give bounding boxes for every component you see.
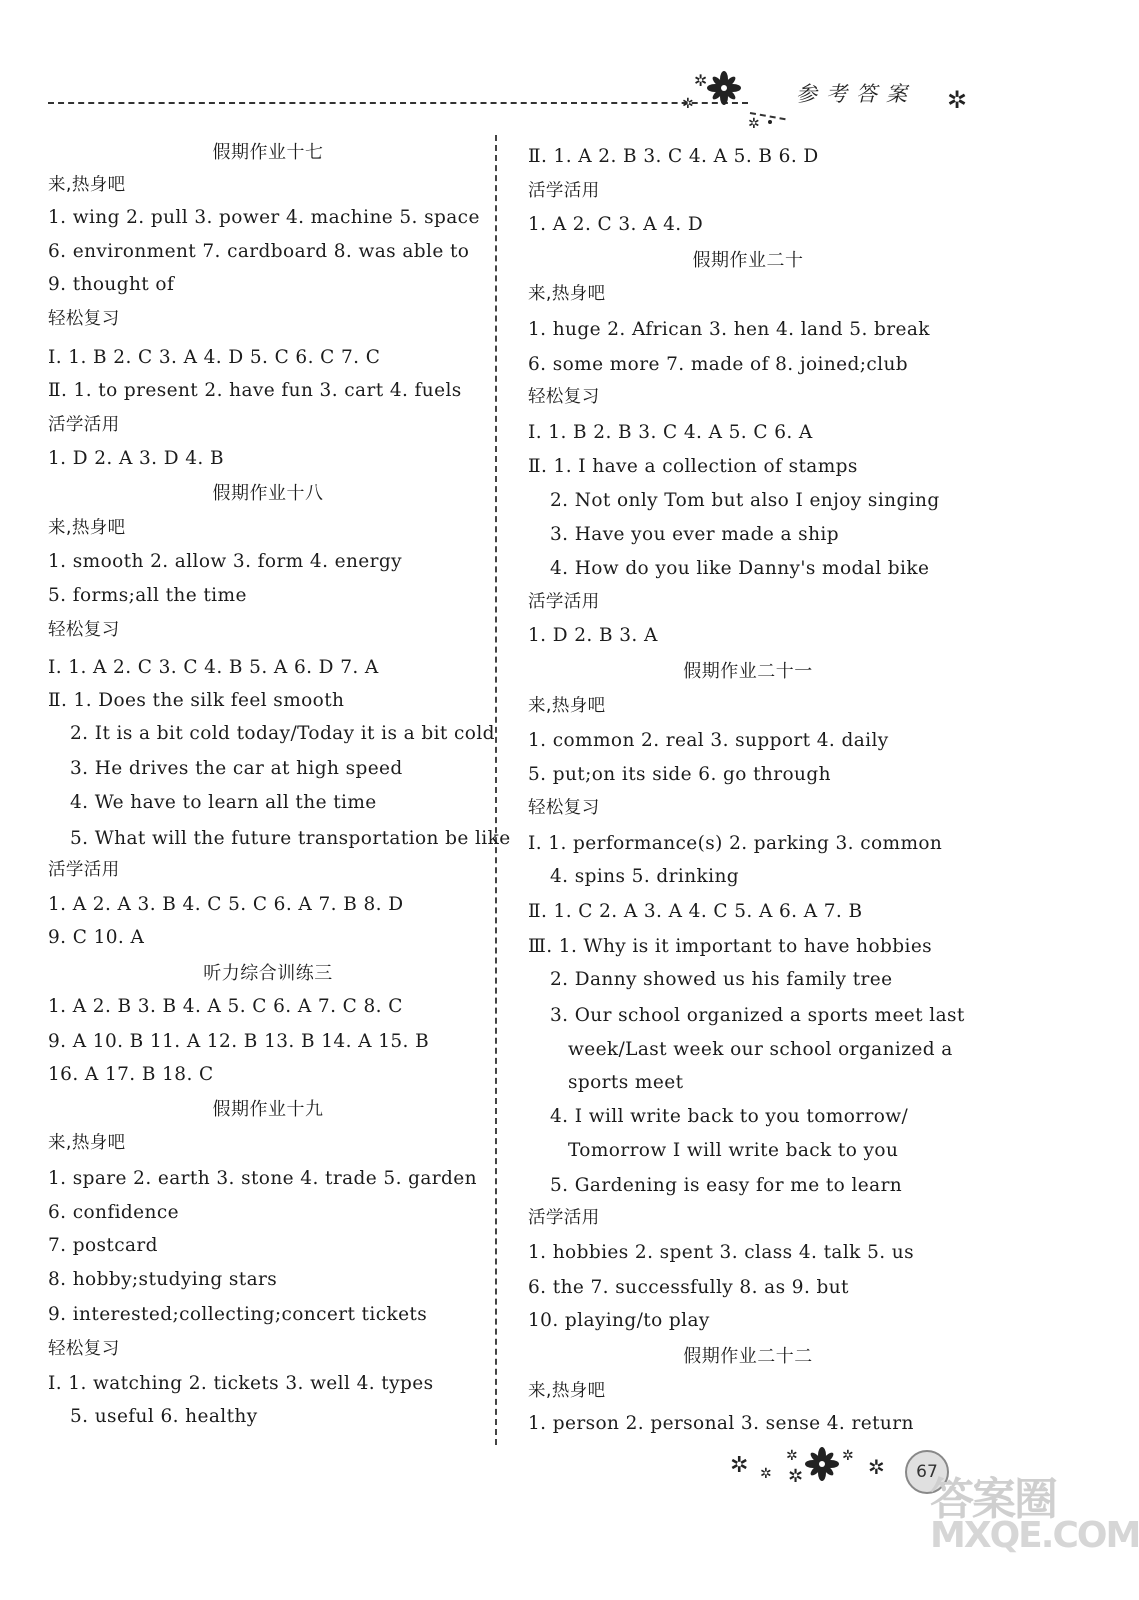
svg-text:✲: ✲ [730,1453,749,1478]
section-heading: 轻松复习 [48,309,120,329]
answer-line: 4. How do you like Danny's modal bike [550,558,930,579]
answer-line: Ⅲ. 1. Why is it important to have hobbies [528,936,933,957]
answer-line: Tomorrow I will write back to you [568,1140,899,1161]
flower-ornament-icon [676,66,756,116]
footer-flower-ornament-icon [730,1438,900,1488]
assignment-title: 假期作业十八 [212,483,324,504]
answer-line: 4. We have to learn all the time [70,792,377,813]
svg-text:✲: ✲ [842,1448,854,1464]
page-number: 67 [905,1450,949,1494]
answer-line: Ⅰ. 1. watching 2. tickets 3. well 4. types [48,1373,434,1394]
section-heading: 活学活用 [528,1208,600,1228]
assignment-title: 假期作业十七 [212,142,324,163]
star-ornament-icon [945,84,975,114]
answer-line: sports meet [568,1072,684,1093]
svg-text:✲: ✲ [788,1466,804,1487]
watermark-bottom: MXQE.COM [930,1515,1139,1556]
assignment-title: 假期作业二十二 [683,1346,813,1367]
answer-line: 1. spare 2. earth 3. stone 4. trade 5. garden [48,1168,477,1189]
svg-text:✲: ✲ [760,1466,772,1482]
section-heading: 活学活用 [528,592,600,612]
header-dashed-rule [48,102,748,104]
answer-line: 9. interested;collecting;concert tickets [48,1304,428,1325]
answer-line: 6. confidence [48,1202,179,1223]
answer-line: 5. put;on its side 6. go through [528,764,831,785]
answer-line: 1. person 2. personal 3. sense 4. return [528,1413,914,1434]
section-heading: 轻松复习 [528,387,600,407]
section-heading: 来,热身吧 [528,696,606,716]
answer-line: Ⅰ. 1. B 2. C 3. A 4. D 5. C 6. C 7. C [48,347,381,368]
svg-text:✲: ✲ [748,116,760,132]
answer-line: Ⅰ. 1. B 2. B 3. C 4. A 5. C 6. A [528,422,813,443]
svg-text:✲: ✲ [786,1448,798,1464]
answer-line: 1. A 2. B 3. B 4. A 5. C 6. A 7. C 8. C [48,996,403,1017]
answer-line: 16. A 17. B 18. C [48,1064,214,1085]
answer-line: 2. Danny showed us his family tree [550,969,893,990]
section-heading: 来,热身吧 [48,1133,126,1153]
assignment-title: 假期作业十九 [212,1099,324,1120]
answer-line: Ⅰ. 1. performance(s) 2. parking 3. common [528,833,943,854]
section-heading: 轻松复习 [48,620,120,640]
answer-line: 1. smooth 2. allow 3. form 4. energy [48,551,402,572]
answer-line: 6. some more 7. made of 8. joined;club [528,354,909,375]
svg-text:✲: ✲ [947,86,968,114]
assignment-title: 假期作业二十 [692,250,804,271]
column-divider [495,135,497,1445]
section-heading: 来,热身吧 [528,284,606,304]
answer-line: 1. D 2. A 3. D 4. B [48,448,224,469]
answer-line: 1. huge 2. African 3. hen 4. land 5. break [528,319,930,340]
section-heading: 轻松复习 [528,798,600,818]
answer-line: 9. thought of [48,274,175,295]
answer-line: 1. wing 2. pull 3. power 4. machine 5. space [48,207,480,228]
section-heading: 活学活用 [528,181,600,201]
answer-line: 9. C 10. A [48,927,145,948]
answer-line: 7. postcard [48,1235,158,1256]
answer-line: 5. forms;all the time [48,585,247,606]
section-heading: 来,热身吧 [48,518,126,538]
answer-line: 2. Not only Tom but also I enjoy singing [550,490,940,511]
section-heading: 来,热身吧 [528,1381,606,1401]
answer-line: 9. A 10. B 11. A 12. B 13. B 14. A 15. B [48,1031,430,1052]
answer-line: 4. I will write back to you tomorrow/ [550,1106,909,1127]
answer-line: 1. D 2. B 3. A [528,625,658,646]
watermark-top: 答案圈 [930,1474,1056,1525]
answer-line: 6. the 7. successfully 8. as 9. but [528,1277,849,1298]
answer-line: 10. playing/to play [528,1310,710,1331]
answer-line: Ⅰ. 1. A 2. C 3. C 4. B 5. A 6. D 7. A [48,657,379,678]
header-title: 参考答案 [796,82,916,106]
section-heading: 活学活用 [48,860,120,880]
assignment-title: 假期作业二十一 [683,661,813,682]
answer-line: Ⅱ. 1. C 2. A 3. A 4. C 5. A 6. A 7. B [528,901,863,922]
answer-line: Ⅱ. 1. A 2. B 3. C 4. A 5. B 6. D [528,146,819,167]
answer-line: 6. environment 7. cardboard 8. was able to [48,241,470,262]
svg-text:✲: ✲ [868,1455,885,1479]
answer-line: 4. spins 5. drinking [550,866,740,887]
section-heading: 轻松复习 [48,1339,120,1359]
answer-line: 8. hobby;studying stars [48,1269,278,1290]
answer-line: 1. common 2. real 3. support 4. daily [528,730,889,751]
answer-line: 5. Gardening is easy for me to learn [550,1175,903,1196]
svg-text:✲: ✲ [694,71,708,90]
answer-line: 5. useful 6. healthy [70,1406,258,1427]
answer-line: 1. A 2. C 3. A 4. D [528,214,704,235]
assignment-title: 听力综合训练三 [203,963,333,984]
section-heading: 活学活用 [48,415,120,435]
answer-line: 3. Have you ever made a ship [550,524,839,545]
answer-line: 3. Our school organized a sports meet last [550,1005,965,1026]
answer-line: 1. A 2. A 3. B 4. C 5. C 6. A 7. B 8. D [48,894,404,915]
answer-line: Ⅱ. 1. Does the silk feel smooth [48,690,345,711]
answer-line: week/Last week our school organized a [568,1039,953,1060]
section-heading: 来,热身吧 [48,175,126,195]
answer-line: Ⅱ. 1. I have a collection of stamps [528,456,858,477]
svg-text:✲: ✲ [682,96,694,112]
watermark-logo [930,1474,1139,1556]
small-star-ornament-icon [748,110,788,134]
answer-line: 2. It is a bit cold today/Today it is a bit cold [70,723,495,744]
answer-line: 3. He drives the car at high speed [70,758,403,779]
answer-line: 1. hobbies 2. spent 3. class 4. talk 5. us [528,1242,915,1263]
answer-line: 5. What will the future transportation be like [70,828,511,849]
answer-line: Ⅱ. 1. to present 2. have fun 3. cart 4. fuels [48,380,462,401]
